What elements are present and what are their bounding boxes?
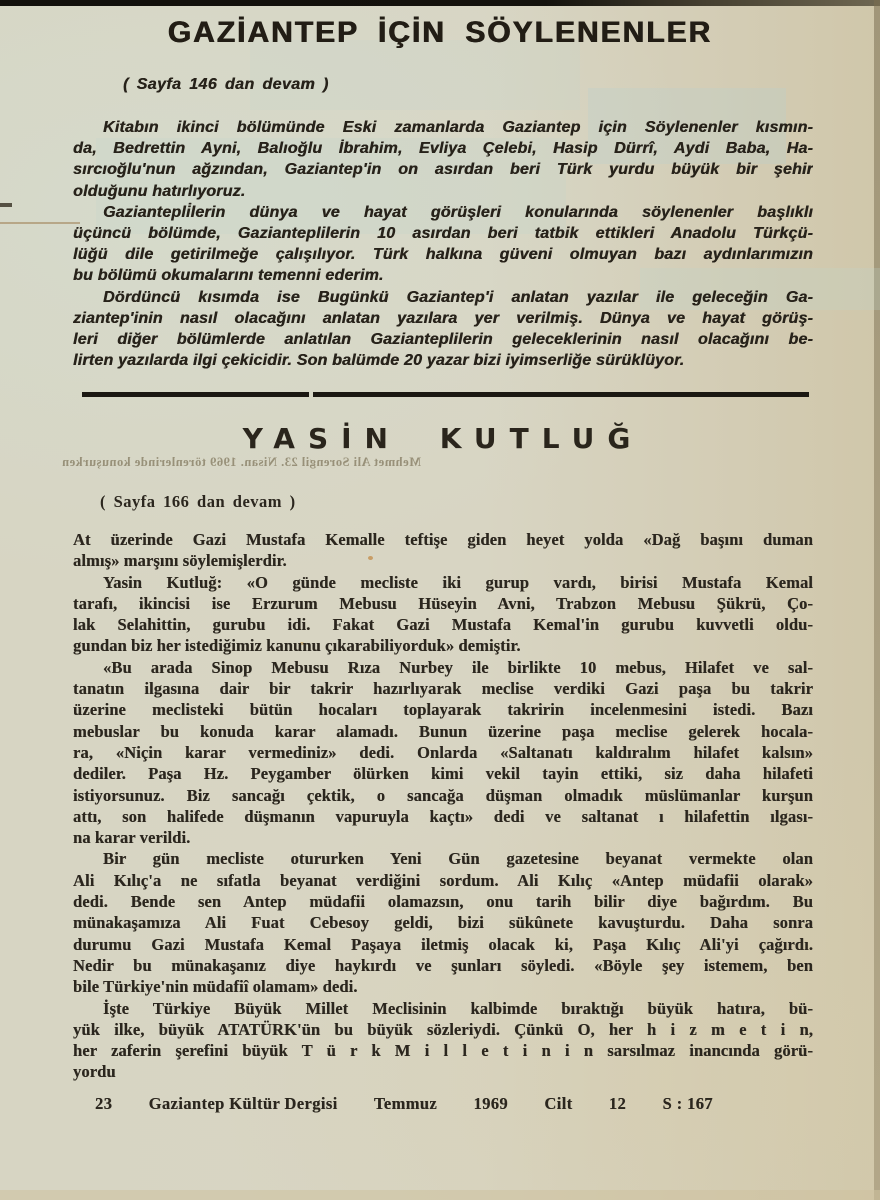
text-line: dedi. Bende sen Antep müdafii olamazsın, onu tarih bilir diye bağırdım. Bu [73,892,813,912]
text-line: na karar verildi. [73,828,191,848]
text-line: «Bu arada Sinop Mebusu Rıza Nurbey ile birlikte 10 mebus, Hilafet ve sal- [103,657,813,677]
text-line: dediler. Paşa Hz. Peygamber ölürken kimi vekil tayin ettiki, siz daha hilafeti [73,764,813,784]
text-line: lirten yazılarda ilgi çekicidir. Son balümde 20 yazar bizi iyimserliğe sürüklüyor. [73,352,685,370]
footer-month: Temmuz [373,1094,438,1113]
text-line: bu bölümü okumalarını temenni ederim. [73,267,384,285]
text-line: bile Türkiye'nin müdafiî olamam» dedi. [73,977,358,997]
text-line: tarafı, ikincisi ise Erzurum Mebusu Hüseyin Avni, Trabzon Mebusu Şükrü, Ço- [73,593,813,613]
text-line: Yasin Kutluğ: «O günde mecliste iki gurup vardı, birisi Mustafa Kemal [103,572,813,592]
text-line: ra, «Niçin karar vermediniz» dedi. Onlarda «Saltanatı kaldıralım hilafet kalsın» [73,742,813,762]
footer-volume-number: 12 [608,1094,627,1113]
text-line: Gaziantepli̇lerin dünya ve hayat görüşleri konularında söylenenler başlıklı [103,203,813,221]
article1-title: GAZİANTEP İÇİN SÖYLENENLER [167,16,713,49]
article2-continuation-note: ( Sayfa 166 dan devam ) [100,492,296,511]
text-line: almış» marşını söylemişlerdir. [73,551,287,571]
footer-journal-title: Gaziantep Kültür Dergisi [148,1094,338,1113]
text-line: leri diğer bölümlerde anlatılan Gazianteplilerin geleceklerinin nasıl olacağını be- [73,331,813,349]
article1-text-block [73,117,813,371]
page-footer [95,1094,713,1114]
scan-tint-artifact [250,40,580,110]
divider-segment-left [82,392,309,397]
text-line: lak Selahittin, gurubu idi. Fakat Gazi Mustafa Kemal'in gurubu kuvvetli oldu- [73,615,813,635]
text-line: istiyorsunuz. Biz sancağı çektik, o sancağa düşman olmadık müslümanlar kurşun [73,785,813,805]
text-line: yük ilke, büyük ATATÜRK'ün bu büyük sözleriydi. Çünkü O, her h i z m e t i n, [73,1019,813,1039]
scan-right-edge-artifact [874,0,880,1200]
text-line: Dördüncü kısımda ise Bugünkü Gaziantep'i anlatan yazılar ile geleceğin Ga- [103,288,813,306]
text-line: Bir gün mecliste otururken Yeni Gün gazetesine beyanat vermekte olan [103,849,813,869]
text-line: sırcıoğlu'nun ağzından, Gaziantep'in on asırdan beri Türk yurdu büyük bir şehir [73,161,813,179]
scan-scratch-artifact [0,222,80,224]
text-line: olduğunu hatırlıyoruz. [73,182,246,200]
section-divider-rule [82,392,809,397]
footer-year: 1969 [473,1094,509,1113]
text-line: lüğü dile getirilmeğe çalışılıyor. Türk halkına güveni olmuyan bazı aydınlarımızın [73,246,813,264]
text-line: münakaşamıza Ali Fuat Cebesoy geldi, bizi sükûnete kavuşturdu. Daha sonra [73,913,813,933]
scan-dash-artifact [0,203,12,207]
ink-bleed-through-text: Mehmet Ali Sorengil 23. Nisan. 1969 törenlerinde konuşurken [61,455,421,469]
text-line: Ali Kılıç'a ne sıfatla beyanat verdiğini sordum. Ali Kılıç «Antep müdafii olarak» [73,870,813,890]
article2-heading: YASİN KUTLUĞ [242,422,644,455]
text-line: durumu Gazi Mustafa Kemal Paşaya iletmiş olacak ki, Paşa Kılıç Ali'yi çağırdı. [73,934,813,954]
text-line: üzerine meclisteki bütün hocaları toplayarak takririn incelenmesini istedi. Bazı [73,700,813,720]
text-line: tanatın ilgasına dair bir takrir hazırlıyarak meclise verdiki Gazi paşa bu takrir [73,679,813,699]
text-line: mebuslar bu konuda karar alamadı. Bunun üzerine paşa meclise gelerek hocala- [73,721,813,741]
article2-text-block [73,529,813,1083]
article1-continuation-note: ( Sayfa 146 dan devam ) [123,76,329,93]
text-line: yordu [73,1062,116,1082]
footer-volume-label: Cilt [544,1094,573,1113]
text-line: attı, son halifede düşmanın vapuruyla kaçtı» dedi ve saltanat ı hilafettin ılgası- [73,806,813,826]
footer-page-reference: S : 167 [662,1094,713,1113]
text-line: Nedir bu münakaşanız diye haykırdı ve şunları söyledi. «Böyle şey istemem, ben [73,955,813,975]
divider-segment-right [313,392,809,397]
text-line: At üzerinde Gazi Mustafa Kemalle teftişe giden heyet yolda «Dağ başını duman [73,530,813,549]
text-line: her zaferin şerefini büyük T ü r k M i l l e t i n i n sarsılmaz inancında görü- [73,1041,813,1061]
text-line: İşte Türkiye Büyük Millet Meclisinin kalbimde bıraktığı büyük hatıra, bü- [103,998,813,1018]
text-line: da, Bedrettin Ayni, Balıoğlu İbrahim, Evliya Çelebi, Hasip Dürrî, Aydi Baba, Ha- [73,140,813,158]
text-line: üçüncü bölümde, Gazianteplilerin 10 asırdan beri tatbik ettikleri Anadolu Türkçü- [73,225,813,243]
footer-page-number: 23 [95,1094,113,1113]
text-line: ziantep'inin nasıl olacağını anlatan yazılara yer verilmiş. Dünya ve hayat görüş- [73,309,813,327]
text-line: Kitabın ikinci bölümünde Eski zamanlarda Gaziantep için Söylenenler kısmın- [103,119,813,136]
text-line: gundan biz her istediğimiz kanunu çıkarabiliyorduk» demiştir. [73,636,521,656]
scan-top-edge-artifact [0,0,880,6]
scan-bottom-edge-artifact [0,1190,880,1200]
